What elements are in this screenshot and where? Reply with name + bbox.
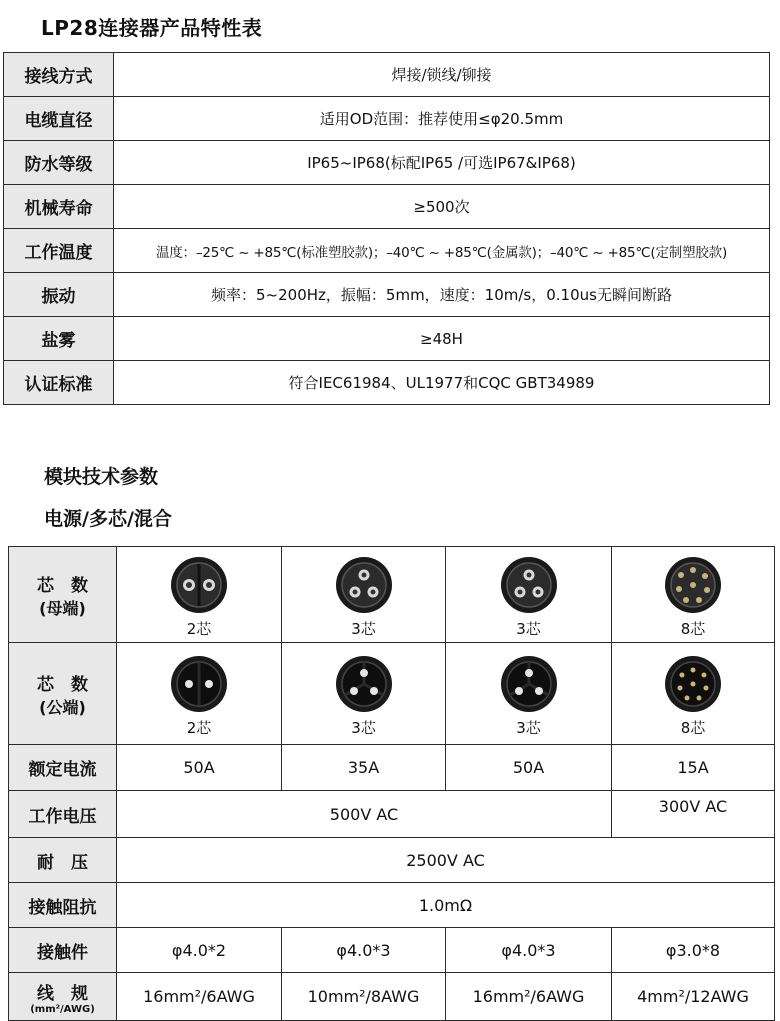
contact-value: φ4.0*3: [446, 928, 612, 973]
wire-label-line1: 线 规: [37, 983, 88, 1004]
male-core-label-line1: 芯 数: [37, 674, 88, 695]
current-value: 35A: [282, 745, 446, 791]
core-count: 2芯: [186, 719, 212, 737]
spec-value: 符合IEC61984、UL1977和CQC GBT34989: [114, 361, 770, 405]
table-row: [4, 185, 770, 229]
core-count: 3芯: [351, 620, 376, 638]
sub-title: 电源/多芯/混合: [44, 508, 172, 530]
core-count: 3芯: [516, 620, 541, 638]
spec-label: 工作温度: [4, 229, 114, 273]
spec-value: IP65~IP68(标配IP65 /可选IP67&IP68): [114, 141, 770, 185]
page-title: LP28连接器产品特性表: [41, 16, 263, 40]
table-row: [9, 883, 775, 928]
table-row: [9, 745, 775, 791]
table-row: [9, 838, 775, 883]
spec-value: 焊接/锁线/铆接: [114, 53, 770, 97]
spec-label: 电缆直径: [4, 97, 114, 141]
table-row: [9, 973, 775, 1021]
male-core-label-line2: (公端): [39, 697, 86, 717]
table-row: [4, 97, 770, 141]
section-title: 模块技术参数: [44, 466, 159, 488]
table-row: [4, 317, 770, 361]
female-core-label: [9, 547, 117, 643]
core-count: 8芯: [680, 620, 706, 638]
female-core-label-line2: (母端): [39, 598, 86, 618]
core-count: 3芯: [516, 719, 541, 737]
current-value: 50A: [446, 745, 612, 791]
voltage-label: 工作电压: [9, 791, 117, 838]
wire-value: 10mm²/8AWG: [282, 973, 446, 1021]
wire-value: 4mm²/12AWG: [612, 973, 775, 1021]
resistance-label: 接触阻抗: [9, 883, 117, 928]
table-row: [9, 547, 775, 643]
female-8pin-icon: [662, 554, 724, 616]
table-row: [4, 53, 770, 97]
female-core-cell: [282, 547, 446, 643]
module-table: [8, 546, 775, 1021]
male-core-label: [9, 643, 117, 745]
withstand-label: 耐 压: [9, 838, 117, 883]
table-row: [9, 928, 775, 973]
female-3pin-icon: [498, 554, 560, 616]
male-core-cell: [117, 643, 282, 745]
spec-label: 机械寿命: [4, 185, 114, 229]
resistance-value: 1.0mΩ: [117, 883, 775, 928]
spec-value: 温度：–25℃ ~ +85℃(标准塑胶款)；–40℃ ~ +85℃(金属款)；–40℃ ~ +85℃(定制塑胶款): [114, 229, 770, 273]
spec-label: 振动: [4, 273, 114, 317]
core-count: 2芯: [186, 620, 212, 638]
male-core-cell: [446, 643, 612, 745]
male-3pin-icon: [333, 653, 395, 715]
table-row: [4, 141, 770, 185]
spec-value: 适用OD范围：推荐使用≤φ20.5mm: [114, 97, 770, 141]
voltage-value: 500V AC: [117, 791, 612, 838]
current-value: 50A: [117, 745, 282, 791]
spec-label: 防水等级: [4, 141, 114, 185]
female-core-cell: [117, 547, 282, 643]
male-core-cell: [612, 643, 775, 745]
female-2pin-icon: [168, 554, 230, 616]
spec-value: ≥48H: [114, 317, 770, 361]
current-value: 15A: [612, 745, 775, 791]
male-8pin-icon: [662, 653, 724, 715]
core-count: 8芯: [680, 719, 706, 737]
table-row: [4, 361, 770, 405]
male-2pin-icon: [168, 653, 230, 715]
core-count: 3芯: [351, 719, 376, 737]
spec-value: ≥500次: [114, 185, 770, 229]
table-row: [9, 643, 775, 745]
spec-label: 接线方式: [4, 53, 114, 97]
spec-label: 盐雾: [4, 317, 114, 361]
male-core-cell: [282, 643, 446, 745]
wire-value: 16mm²/6AWG: [117, 973, 282, 1021]
voltage-value-8pin: 300V AC: [612, 791, 775, 838]
spec-label: 认证标准: [4, 361, 114, 405]
contact-label: 接触件: [9, 928, 117, 973]
table-row: [4, 273, 770, 317]
table-row: [4, 229, 770, 273]
wire-value: 16mm²/6AWG: [446, 973, 612, 1021]
female-core-label-line1: 芯 数: [37, 575, 88, 596]
contact-value: φ3.0*8: [612, 928, 775, 973]
male-3pin-icon: [498, 653, 560, 715]
wire-label-line2: (mm²/AWG): [30, 1003, 95, 1015]
withstand-value: 2500V AC: [117, 838, 775, 883]
spec-table: [3, 52, 770, 405]
contact-value: φ4.0*3: [282, 928, 446, 973]
female-core-cell: [612, 547, 775, 643]
spec-value: 频率：5~200Hz，振幅：5mm，速度：10m/s，0.10us无瞬间断路: [114, 273, 770, 317]
female-core-cell: [446, 547, 612, 643]
contact-value: φ4.0*2: [117, 928, 282, 973]
female-3pin-icon: [333, 554, 395, 616]
table-row: [9, 791, 775, 838]
current-label: 额定电流: [9, 745, 117, 791]
wire-label: [9, 973, 117, 1021]
